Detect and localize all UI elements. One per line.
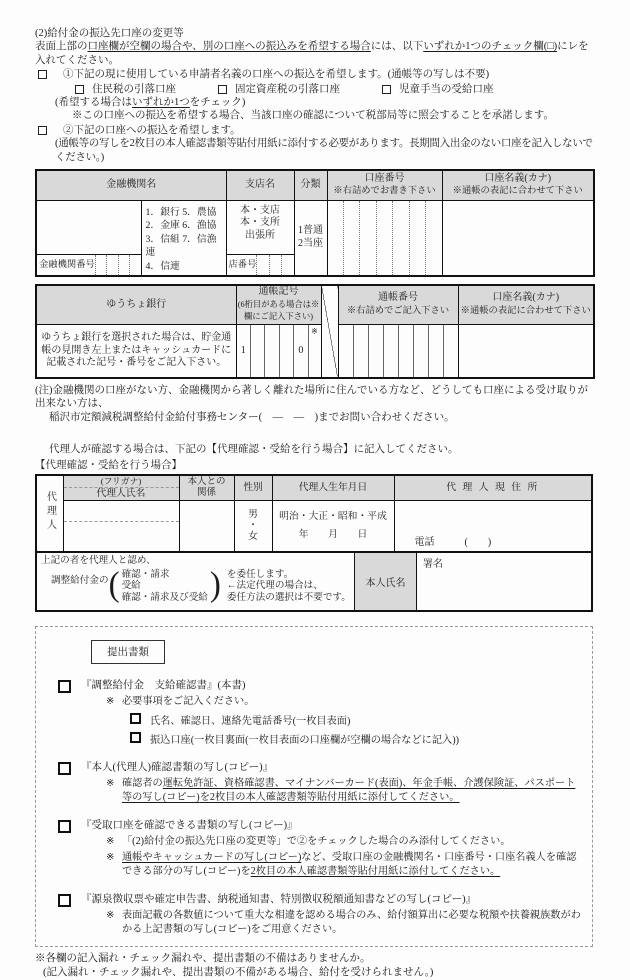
yucho-holder-title: 口座名義(カナ): [492, 292, 560, 304]
document-note: 確認者の運転免許証、資格確認書、マイナンバーカード(表面)、年金手帳、介護保険証、パスポート等の写し(コピー)を2枚目の本人確認書類等貼付用紙に添付してください。: [122, 778, 576, 803]
paren-open-decoration: (: [108, 566, 120, 604]
yucho-bank-table: [35, 284, 595, 380]
class-option-futsu: 1普通: [298, 225, 323, 237]
proxy-box-title: 【代理確認・受給を行う場合】: [35, 459, 182, 471]
branch-name-input-cell[interactable]: [227, 201, 294, 275]
digit-cell[interactable]: [279, 325, 293, 377]
delegation-option: 受給: [121, 580, 141, 592]
account-holder-title: 口座名義(カナ): [484, 172, 552, 184]
signature-label: 署名: [423, 558, 443, 570]
digit-cell[interactable]: [398, 325, 413, 377]
star-mark: ※: [106, 910, 115, 922]
branch-type-option: 本・支所: [240, 217, 280, 229]
document-title: 『本人(代理人)確認書類の写し(コピー)』: [81, 762, 274, 774]
sub-check-label: 振込口座(一枚目裏面(一枚目表面の口座欄が空欄の場合などに記入)): [150, 735, 460, 747]
digit-cell[interactable]: [264, 325, 278, 377]
star-mark: ※: [106, 695, 115, 707]
section-intro: 表面上部の口座欄が空欄の場合や、別の口座への振込みを希望する場合には、以下いずれか1つのチェック欄(□)にレを入れてください。: [35, 41, 589, 66]
header-yucho-holder: [458, 285, 594, 325]
proxy-vertical-label: 代理人: [44, 490, 56, 533]
header-address: 代 理 人 現 住 所: [394, 476, 591, 500]
self-name-label-cell: 本人氏名: [355, 553, 417, 610]
header-sex: 性別: [234, 476, 272, 500]
proxy-intro: 代理人が確認する場合は、下記の【代理確認・受給を行う場合】に記入してください。: [49, 444, 459, 456]
delegation-statement: [37, 553, 355, 610]
contact-note-line1: (注)金融機関の口座がない方、金融機関から著しく離れた場所に住んでいる方など、どうしても口座による受け取りが出来ない方は、: [35, 385, 588, 410]
footer-line2: (記入漏れ・チェック漏れや、提出書類の不備がある場合、給付を受けられません。): [43, 966, 434, 978]
header-branch-name: 支店名: [226, 170, 294, 200]
digit-cell[interactable]: [368, 325, 383, 377]
checkbox-account-proof[interactable]: [58, 820, 71, 833]
digit-cell[interactable]: [428, 325, 443, 377]
checkbox-confirmation-sheet[interactable]: [58, 680, 71, 693]
bank-type-options: [142, 202, 226, 274]
checkbox-property-tax-account[interactable]: [218, 85, 227, 94]
class-option-toza: 2当座: [298, 237, 323, 249]
header-account-number: [327, 170, 442, 200]
digit-cell[interactable]: [269, 255, 281, 275]
phone-label: 電話 ( ): [414, 537, 492, 549]
header-yucho: ゆうちょ銀行: [36, 285, 236, 325]
header-birthdate: 代理人生年月日: [272, 476, 394, 500]
proxy-name-label: 代理人氏名: [96, 488, 146, 500]
option2-note: (通帳等の写しを2枚目の本人確認書類等貼付用紙に添付する必要があります。長期間入出金のない口座を記入しないでください。): [55, 138, 593, 163]
checkbox-tax-copy[interactable]: [58, 894, 71, 907]
delegation-note: ←法定代理の場合は、: [226, 580, 323, 592]
option2-label: ②下記の口座への振込を希望します。: [63, 124, 241, 136]
delegation-label: 調整給付金の: [51, 575, 109, 587]
furigana-label: (フリガナ): [64, 476, 179, 488]
document-note: 通帳やキャッシュカードの写し(コピー)など、受取口座の金融機関名・口座番号・口座名義人を確認できる部分の写し(コピー)を2枚目の本人確認書類等貼付用紙に添付してください。: [122, 851, 577, 877]
birth-ymd-label: 年 月 日: [298, 529, 368, 541]
relation-label1: 本人との: [187, 477, 226, 488]
proxy-vertical-label-cell: [37, 476, 63, 551]
bank-type-option: 2．金庫 6．漁協: [145, 220, 217, 232]
digit-cell[interactable]: [95, 255, 106, 275]
sex-option-dot: ・: [248, 520, 258, 532]
header-bank-name: 金融機関名: [36, 170, 226, 200]
passbook-symbol-title: 通帳記号: [258, 286, 299, 298]
birthdate-input[interactable]: [272, 500, 394, 551]
document-title: 『受取口座を確認できる書類の写し(コピー)』: [81, 820, 298, 832]
option1-hint: (希望する場合はいずれか1つをチェック): [55, 97, 246, 109]
sex-input[interactable]: [234, 500, 272, 551]
sub-check-label: 氏名、確認日、連絡先電話番号(一枚目表面): [150, 716, 351, 728]
documents-box-label: 提出書類: [91, 640, 165, 664]
address-input[interactable]: [395, 501, 592, 551]
passbook-symbol-input[interactable]: [237, 325, 321, 377]
document-title: 『源泉徴収票や確定申告書、納税通知書、特別徴収税額通知書などの写し(コピー)』: [81, 894, 477, 906]
relation-label2: 関係: [196, 487, 216, 498]
sex-option-male: 男: [248, 509, 258, 521]
checkbox-child-allowance-account[interactable]: [382, 85, 391, 94]
document-item-tax-copy: [58, 893, 592, 936]
delegation-right-notes: [227, 569, 351, 603]
star-mark: ※: [106, 836, 115, 848]
passbook-symbol-note1: (6桁目がある場合は※: [237, 299, 320, 309]
header-passbook-symbol: [236, 285, 321, 325]
digit-cell[interactable]: [392, 201, 408, 275]
header-class: 分類: [294, 170, 327, 200]
account-number-input[interactable]: [328, 201, 442, 275]
bank-account-table: [35, 169, 595, 277]
footer-line1: ※各欄の記入漏れ・チェック漏れや、提出書類の不備はありませんか。: [35, 953, 371, 965]
bank-type-option: 1．銀行 5．農協: [145, 206, 217, 218]
digit-cell[interactable]: [256, 255, 268, 275]
document-item-account-proof: [58, 819, 592, 878]
passbook-number-title: 通帳番号: [378, 292, 418, 304]
checkbox-name-date-phone[interactable]: [130, 713, 141, 724]
child-allowance-account-label: 児童手当の受給口座: [399, 83, 494, 95]
diagonal-divider-cell: [321, 285, 338, 379]
passbook-symbol-note2: 欄にご記入下さい): [243, 312, 314, 322]
yucho-holder-input[interactable]: [458, 325, 594, 379]
branch-type-option: 本・支店: [240, 204, 280, 216]
account-holder-input[interactable]: [442, 200, 594, 276]
checkbox-option1[interactable]: [38, 70, 47, 79]
paren-close-decoration: ): [209, 566, 221, 604]
checkbox-identity-copy[interactable]: [58, 762, 71, 775]
digit-cell[interactable]: [281, 255, 293, 275]
header-relation: [179, 476, 234, 500]
checkbox-option2[interactable]: [38, 126, 47, 135]
digit-cell[interactable]: [443, 325, 458, 377]
digit-cell[interactable]: [328, 201, 343, 275]
delegation-options: [122, 569, 208, 603]
passbook-number-input[interactable]: [339, 325, 458, 377]
digit-cell[interactable]: 0: [293, 325, 307, 377]
class-options-cell[interactable]: [294, 200, 327, 276]
branch-type-options: [227, 201, 294, 243]
document-note: 表面記載の各数値について重大な相違を認める場合のみ、給付額算出に必要な税額や扶養親族数がわかる上記書類の写し(コピー)をご用意ください。: [122, 910, 581, 935]
header-proxy-name: [63, 476, 179, 500]
digit-cell[interactable]: [425, 201, 441, 275]
option1-consent-note: ※この口座への振込を希望する場合、当該口座の確認について税部局等に照会することを承諾します。: [72, 110, 554, 122]
proxy-name-input[interactable]: [64, 501, 179, 551]
branch-code-label: 店番号: [228, 259, 257, 270]
star-mark: ※: [106, 778, 115, 790]
account-number-note: ※右詰めでお書き下さい: [333, 186, 436, 197]
star-mark: ※: [106, 851, 115, 863]
passbook-number-note: ※右詰めでご記入下さい: [346, 305, 450, 316]
bank-type-option: 3．信組 7．信漁連: [145, 233, 217, 259]
contact-note-line2: 稲沢市定額減税調整給付金給付事務センター( ― ― )までお問い合わせください。: [49, 411, 455, 423]
digit-cell[interactable]: [339, 325, 353, 377]
digit-cell[interactable]: [118, 255, 129, 275]
digit-cell[interactable]: [353, 325, 368, 377]
digit-cell[interactable]: [129, 255, 140, 275]
digit-cell[interactable]: [413, 325, 428, 377]
bank-name-input-cell[interactable]: [37, 201, 141, 275]
header-account-holder: [442, 170, 594, 200]
bank-type-option: 4．信連: [145, 260, 180, 272]
bank-code-label: 金融機関番号: [39, 259, 95, 270]
digit-cell[interactable]: [250, 325, 264, 377]
delegation-option: 確認・請求及び受給: [121, 591, 208, 603]
birth-era-options: 明治・大正・昭和・平成: [279, 510, 387, 522]
checkbox-transfer-account[interactable]: [130, 732, 141, 743]
delegation-line1: 上記の者を代理人と認め、: [41, 554, 156, 566]
header-passbook-number: [338, 285, 458, 325]
sex-option-female: 女: [248, 531, 258, 543]
digit-cell[interactable]: [106, 255, 117, 275]
digit-cell[interactable]: [343, 201, 359, 275]
property-tax-account-label: 固定資産税の引落口座: [235, 83, 340, 95]
account-number-title: 口座番号: [364, 172, 405, 184]
digit-cell[interactable]: [376, 201, 392, 275]
relation-input[interactable]: [179, 500, 234, 551]
branch-type-option: 出張所: [245, 229, 275, 241]
delegation-note: 委任方法の選択は不要です。: [226, 591, 351, 603]
document-item-confirmation-sheet: [58, 679, 592, 747]
section-title: (2)給付金の振込先口座の変更等: [35, 28, 184, 39]
yucho-holder-note: ※通帳の表記に合わせて下さい: [460, 305, 591, 316]
digit-cell[interactable]: [359, 201, 375, 275]
document-item-identity-copy: [58, 761, 592, 804]
proxy-table: [35, 474, 593, 612]
documents-box: [35, 626, 593, 948]
document-note: 必要事項をご記入ください。: [122, 695, 255, 707]
digit-cell[interactable]: [383, 325, 398, 377]
document-note: 「(2)給付金の振込先口座の変更等」で②をチェックした場合のみ添付してください。: [122, 836, 511, 848]
option1-label: ①下記の現に使用している申請者名義の口座への振込を希望します。(通帳等の写しは不要): [63, 69, 490, 81]
yucho-instruction: ゆうちょ銀行を選択された場合は、貯金通帳の見開き左上またはキャッシュカードに記載された記号・番号をご記入下さい。: [36, 325, 236, 379]
delegation-note: を委任します。: [226, 569, 294, 581]
document-title: 『調整給付金 支給確認書』(本書): [81, 679, 246, 691]
digit-cell[interactable]: [409, 201, 425, 275]
signature-input[interactable]: [417, 553, 591, 610]
digit-cell[interactable]: 1: [240, 344, 246, 356]
account-holder-note: ※通帳の表記に合わせて下さい: [452, 186, 583, 197]
star-digit-cell[interactable]: ※: [308, 325, 321, 377]
delegation-option: 確認・請求: [121, 569, 170, 581]
delegation-row: [37, 552, 591, 610]
resident-tax-account-label: 住民税の引落口座: [92, 83, 176, 95]
footer-warning: [35, 952, 595, 979]
checkbox-resident-tax-account[interactable]: [75, 85, 84, 94]
